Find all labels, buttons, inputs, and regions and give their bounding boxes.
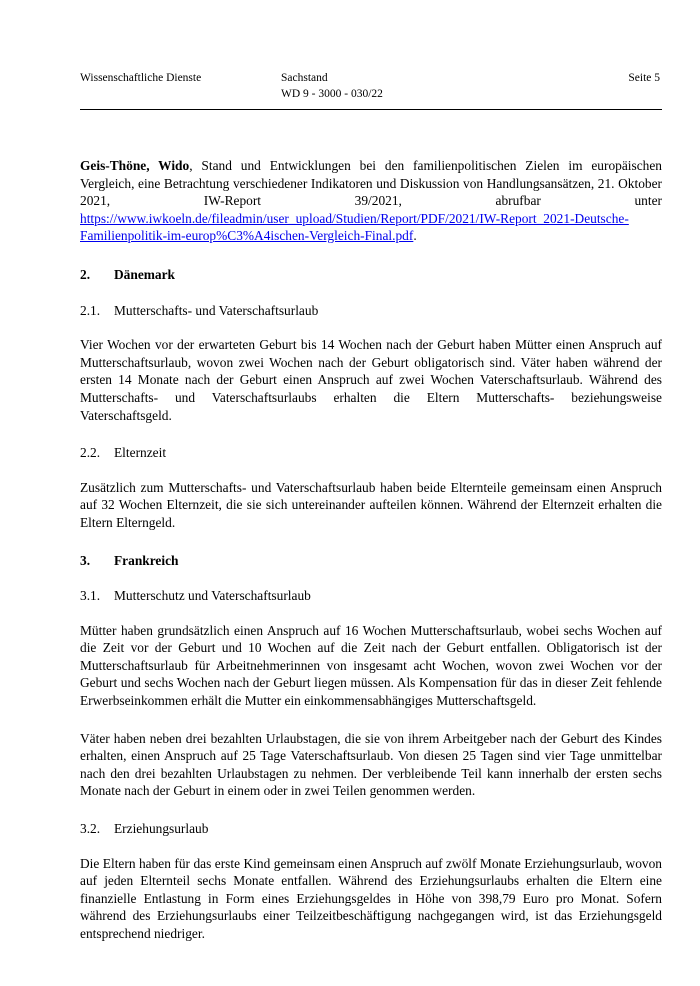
- subsection-number: 3.1.: [80, 588, 101, 604]
- document-body: [80, 157, 662, 958]
- subsection-number: 3.2.: [80, 821, 101, 837]
- paragraph-2-1: Vier Wochen vor der erwarteten Geburt bis 14 Wochen nach der Geburt haben Mütter einen Anspruch auf Mutterschaftsurlaub, wovon zwei Wochen nach der Geburt obligatorisch sind. Väter haben während der ersten 14 Monate nach der Geburt einen Anspruch auf zwei Wochen Vaterschaftsurlaub. Während des Mutterschafts- und Vaterschaftsurlaubs erhalten die Eltern Mutterschafts- beziehungsweise Vaterschaftsgeld.: [80, 337, 662, 423]
- citation-paragraph: [80, 157, 662, 245]
- header-doc-number: WD 9 - 3000 - 030/22: [281, 88, 383, 100]
- paragraph-3-2: Die Eltern haben für das erste Kind gemeinsam einen Anspruch auf zwölf Monate Erziehungsurlaub, wovon auf jeden Elternteil sechs Monate entfallen. Während des Erziehungsurlaubs erhalten die Eltern eine finanzielle Entlastung in Form eines Erziehungsgeldes in Höhe von 398,79 Euro pro Monat. Sofern während des Erziehungsurlaubs einer Teilzeitbeschäftigung nachgegangen wird, ist das Erziehungsgeld entsprechend niedriger.: [80, 855, 662, 941]
- subsection-title: Erziehungsurlaub: [114, 821, 209, 837]
- paragraph-3-1-a: Mütter haben grundsätzlich einen Anspruch auf 16 Wochen Mutterschaftsurlaub, wobei sechs Wochen auf die Zeit vor der Geburt und 10 Wochen auf die Zeit nach der Geburt entfallen. Obligatorisch ist der Mutterschaftsurlaub für Arbeitnehmerinnen von insgesamt acht Wochen, wovon zwei Wochen vor der Geburt und sechs Wochen nach der Geburt liegen müssen. Als Kompensation für das in dieser Zeit fehlende Erwerbseinkommen erhält die Mutter ein einkommensabhängiges Mutterschaftsgeld.: [80, 622, 662, 709]
- subsection-heading-3-1: [80, 587, 662, 605]
- section-number: 3.: [80, 552, 91, 568]
- subsection-heading-2-2: [80, 444, 662, 462]
- header-divider: [80, 109, 662, 110]
- page-header: [80, 70, 662, 110]
- citation-author: Geis-Thöne, Wido: [80, 158, 190, 173]
- citation-end: .: [413, 228, 417, 244]
- subsection-heading-2-1: [80, 302, 662, 320]
- section-title: Frankreich: [114, 552, 179, 568]
- header-department: Wissenschaftliche Dienste: [80, 72, 202, 84]
- subsection-heading-3-2: [80, 820, 662, 838]
- citation-text: , Stand und Entwicklungen bei den familienpolitischen Zielen im europäischen Vergleich, eine Betrachtung verschiedener Indikatoren und Diskussion von Handlungsansätzen, 21. Oktober 2021, IW-Report 39/2021, abrufbar unter: [80, 158, 663, 209]
- citation-link[interactable]: https://www.iwkoeln.de/fileadmin/user_upload/Studien/Report/PDF/2021/IW-Report_2021-Deutsche-Familienpolitik-im-europ%C3%A4ischen-Vergleich-Final.pdf: [80, 210, 629, 244]
- subsection-number: 2.2.: [80, 445, 101, 461]
- section-number: 2.: [80, 266, 91, 282]
- page-number: Seite 5: [628, 72, 660, 84]
- subsection-title: Mutterschafts- und Vaterschaftsurlaub: [114, 302, 319, 318]
- header-document-info: [281, 70, 383, 102]
- section-heading-3: [80, 552, 662, 570]
- paragraph-2-2: Zusätzlich zum Mutterschafts- und Vaterschaftsurlaub haben beide Elternteile gemeinsam einen Anspruch auf 32 Wochen Elternzeit, die sie sich untereinander aufteilen können. Während der Elternzeit erhalten die Eltern Elterngeld.: [80, 479, 662, 530]
- header-doc-type: Sachstand: [281, 72, 328, 84]
- section-heading-2: [80, 266, 662, 284]
- subsection-number: 2.1.: [80, 302, 101, 318]
- subsection-title: Elternzeit: [114, 445, 167, 461]
- subsection-title: Mutterschutz und Vaterschaftsurlaub: [114, 588, 311, 604]
- section-title: Dänemark: [114, 266, 175, 282]
- paragraph-3-1-b: Väter haben neben drei bezahlten Urlaubstagen, die sie von ihrem Arbeitgeber nach der Geburt des Kindes erhalten, einen Anspruch auf 25 Tage Vaterschaftsurlaub. Von diesen 25 Tagen sind vier Tage unmittelbar nach den drei bezahlten Urlaubstagen zu nehmen. Der verbleibende Teil kann innerhalb der ersten sechs Monate nach der Geburt in einem oder in zwei Teilen genommen werden.: [80, 730, 662, 799]
